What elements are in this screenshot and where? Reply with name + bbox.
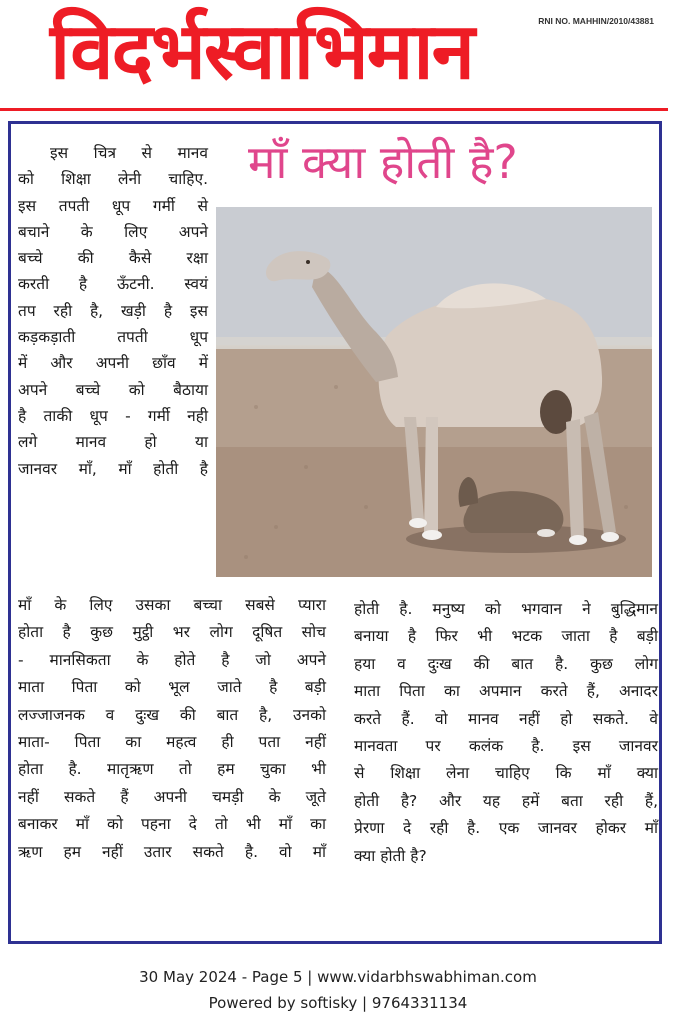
camel-photo (216, 207, 652, 577)
intro-column (18, 140, 208, 482)
footer-credit: Powered by softisky | 9764331134 (208, 994, 468, 1012)
right-line: मानवता पर कलंक है. इस जानवर (354, 737, 658, 756)
left-line: - मानसिकता के होते है जो अपने (18, 650, 326, 669)
intro-line: लगे मानव हो या (18, 433, 208, 452)
masthead-divider (0, 108, 668, 111)
left-line: होता है. मातृऋण तो हम चुका भी (18, 760, 326, 779)
intro-line: इस चित्र से मानव (50, 144, 208, 162)
right-column (354, 596, 658, 870)
intro-line: में और अपनी छाँव में (18, 354, 208, 373)
left-column (18, 592, 326, 866)
left-line: होता है कुछ मुट्ठी भर लोग दूषित सोच (18, 623, 326, 642)
intro-line: करती है ऊँटनी. स्वयं (18, 275, 208, 294)
intro-line: अपने बच्चे को बैठाया (18, 380, 208, 399)
intro-line: जानवर माँ, माँ होती है (18, 459, 208, 478)
article-headline: माँ क्या होती है? (248, 135, 518, 189)
left-line: बनाकर माँ को पहना दे तो भी माँ का (18, 815, 326, 834)
intro-line: को शिक्षा लेनी चाहिए. (18, 170, 208, 189)
right-line: करते हैं. वो मानव नहीं हो सकते. वे (354, 709, 658, 728)
right-line: होती है? और यह हमें बता रही हैं, (354, 791, 658, 810)
rni-number: RNI NO. MAHHIN/2010/43881 (538, 16, 654, 26)
newspaper-logo: विदर्भस्वाभिमान (50, 7, 473, 97)
left-line: नहीं सकते हैं अपनी चमड़ी के जूते (18, 787, 326, 806)
intro-line: कड़कड़ाती तपती धूप (18, 328, 208, 347)
left-line: माता पिता को भूल जाते है बड़ी (18, 678, 326, 697)
left-line: ऋण हम नहीं उतार सकते है. वो माँ (18, 842, 326, 861)
right-line: से शिक्षा लेना चाहिए कि माँ क्या (354, 764, 658, 783)
right-line: प्रेरणा दे रही है. एक जानवर होकर माँ (354, 819, 658, 838)
intro-line: इस तपती धूप गर्मी से (18, 196, 208, 215)
intro-line: बचाने के लिए अपने (18, 222, 208, 241)
intro-line: है ताकी धूप - गर्मी नही (18, 406, 208, 425)
right-line: हया व दुःख की बात है. कुछ लोग (354, 654, 658, 673)
right-line: होती है. मनुष्य को भगवान ने बुद्धिमान (354, 600, 658, 618)
left-line: लज्जाजनक व दुःख की बात है, उनको (18, 705, 326, 724)
left-line: माँ के लिए उसका बच्चा सबसे प्यारा (18, 596, 326, 614)
footer-date-page: 30 May 2024 - Page 5 | www.vidarbhswabhiman.com (139, 968, 537, 986)
right-line: क्या होती है? (354, 846, 427, 865)
intro-line: बच्चे की कैसे रक्षा (18, 249, 208, 268)
masthead (0, 0, 676, 116)
left-line: माता- पिता का महत्व ही पता नहीं (18, 733, 326, 752)
right-line: बनाया है फिर भी भटक जाता है बड़ी (354, 627, 658, 646)
intro-line: तप रही है, खड़ी है इस (18, 301, 208, 320)
right-line: माता पिता का अपमान करते हैं, अनादर (354, 682, 658, 701)
